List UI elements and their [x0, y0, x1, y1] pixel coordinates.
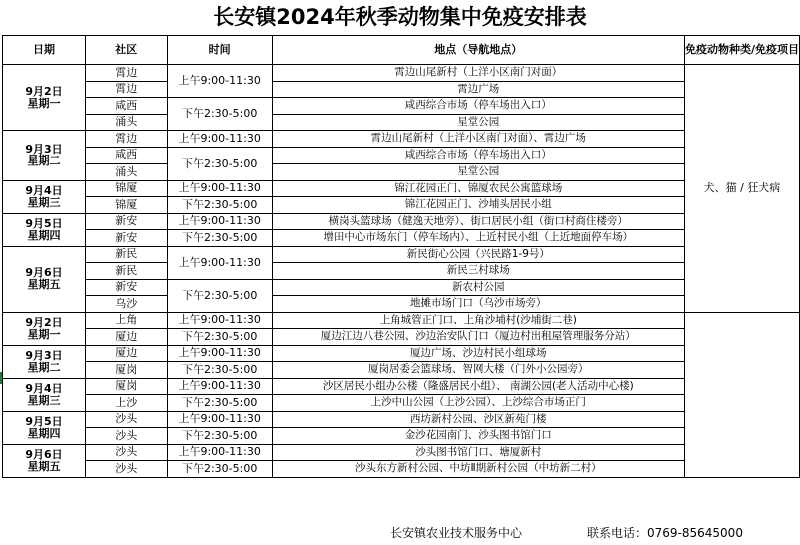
table-row — [3, 312, 800, 329]
table-row — [3, 246, 800, 263]
community-cell: 上角 — [85, 312, 167, 329]
species-cell: 犬、猫 / 狂犬病 — [684, 65, 799, 313]
header-location: 地点（导航地点） — [272, 36, 684, 65]
community-cell: 新安 — [85, 213, 167, 230]
location-cell: 锦江花园正门、锦厦农民公寓篮球场 — [272, 180, 684, 197]
time-cell: 下午2:30-5:00 — [167, 147, 272, 180]
time-cell: 上午9:00-11:30 — [167, 246, 272, 279]
community-cell: 新民 — [85, 263, 167, 280]
community-cell: 沙头 — [85, 411, 167, 428]
location-cell: 沙头东方新村公园、中坊Ⅱ期新村公园（中坊新二村） — [272, 461, 684, 478]
table-row — [3, 345, 800, 362]
table-row — [3, 164, 800, 181]
footer-org: 长安镇农业技术服务中心 — [390, 526, 523, 540]
header-community: 社区 — [85, 36, 167, 65]
row-marker — [0, 372, 2, 384]
table-row — [3, 428, 800, 445]
table-header-row — [3, 36, 800, 65]
location-cell: 咸西综合市场（停车场出入口） — [272, 98, 684, 115]
table-row — [3, 444, 800, 461]
location-cell: 厦岗居委会篮球场、智网大楼（门外小公园旁） — [272, 362, 684, 379]
location-cell: 星堂公园 — [272, 114, 684, 131]
time-cell: 下午2:30-5:00 — [167, 230, 272, 247]
community-cell: 涌头 — [85, 114, 167, 131]
location-cell: 西坊新村公园、沙区新苑门楼 — [272, 411, 684, 428]
location-cell: 霄边山尾新村（上洋小区南门对面）、霄边广场 — [272, 131, 684, 148]
community-cell: 锦厦 — [85, 180, 167, 197]
table-row — [3, 180, 800, 197]
schedule-table — [2, 35, 800, 478]
header-date: 日期 — [3, 36, 86, 65]
location-cell: 新民街心公园（兴民路1-9号） — [272, 246, 684, 263]
date-cell: 9月4日 星期三 — [3, 180, 86, 213]
date-cell: 9月5日 星期四 — [3, 411, 86, 444]
location-cell: 上角城管正门口、上角沙埔村(沙埔街二巷) — [272, 312, 684, 329]
community-cell: 锦厦 — [85, 197, 167, 214]
time-cell: 下午2:30-5:00 — [167, 395, 272, 412]
time-cell: 上午9:00-11:30 — [167, 65, 272, 98]
date-cell: 9月6日 星期五 — [3, 444, 86, 477]
date-cell: 9月6日 星期五 — [3, 246, 86, 312]
time-cell: 上午9:00-11:30 — [167, 312, 272, 329]
location-cell: 咸西综合市场（停车场出入口） — [272, 147, 684, 164]
table-row — [3, 296, 800, 313]
location-cell: 金沙花园南门、沙头图书馆门口 — [272, 428, 684, 445]
footer-phone: 联系电话：0769-85645000 — [587, 526, 743, 540]
table-row — [3, 114, 800, 131]
time-cell: 下午2:30-5:00 — [167, 461, 272, 478]
location-cell: 地摊市场门口（乌沙市场旁） — [272, 296, 684, 313]
date-cell: 9月2日 星期一 — [3, 65, 86, 131]
community-cell: 新民 — [85, 246, 167, 263]
time-cell: 下午2:30-5:00 — [167, 197, 272, 214]
community-cell: 厦边 — [85, 345, 167, 362]
table-row — [3, 461, 800, 478]
community-cell: 上沙 — [85, 395, 167, 412]
header-time: 时间 — [167, 36, 272, 65]
table-row — [3, 395, 800, 412]
table-row — [3, 131, 800, 148]
time-cell: 上午9:00-11:30 — [167, 131, 272, 148]
table-row — [3, 65, 800, 82]
community-cell: 沙头 — [85, 461, 167, 478]
location-cell: 增田中心市场东门（停车场内）、上近村民小组（上近地面停车场） — [272, 230, 684, 247]
time-cell: 上午9:00-11:30 — [167, 378, 272, 395]
location-cell: 沙区居民小组办公楼（隆盛居民小组）、 南湖公园(老人活动中心楼) — [272, 378, 684, 395]
location-cell: 新农村公园 — [272, 279, 684, 296]
header-species: 免疫动物种类/免疫项目 — [684, 36, 799, 65]
community-cell: 霄边 — [85, 65, 167, 82]
table-row — [3, 213, 800, 230]
community-cell: 厦岗 — [85, 362, 167, 379]
time-cell: 上午9:00-11:30 — [167, 345, 272, 362]
location-cell: 新民三村球场 — [272, 263, 684, 280]
location-cell: 横岗头篮球场（健逸天地旁）、街口居民小组（街口村商住楼旁） — [272, 213, 684, 230]
time-cell: 上午9:00-11:30 — [167, 444, 272, 461]
table-row — [3, 263, 800, 280]
table-row — [3, 378, 800, 395]
time-cell: 下午2:30-5:00 — [167, 279, 272, 312]
community-cell: 霄边 — [85, 81, 167, 98]
time-cell: 上午9:00-11:30 — [167, 411, 272, 428]
community-cell: 咸西 — [85, 147, 167, 164]
community-cell: 霄边 — [85, 131, 167, 148]
species-blank-cell — [684, 312, 799, 477]
table-row — [3, 362, 800, 379]
community-cell: 沙头 — [85, 444, 167, 461]
time-cell: 上午9:00-11:30 — [167, 213, 272, 230]
community-cell: 新安 — [85, 230, 167, 247]
time-cell: 下午2:30-5:00 — [167, 329, 272, 346]
table-row — [3, 147, 800, 164]
time-cell: 上午9:00-11:30 — [167, 180, 272, 197]
location-cell: 上沙中山公园（上沙公园）、上沙综合市场正门 — [272, 395, 684, 412]
community-cell: 新安 — [85, 279, 167, 296]
table-row — [3, 98, 800, 115]
location-cell: 厦边广场、沙边村民小组球场 — [272, 345, 684, 362]
time-cell: 下午2:30-5:00 — [167, 362, 272, 379]
table-row — [3, 197, 800, 214]
page-title: 长安镇2024年秋季动物集中免疫安排表 — [213, 5, 587, 29]
table-row — [3, 81, 800, 98]
community-cell: 乌沙 — [85, 296, 167, 313]
table-row — [3, 279, 800, 296]
community-cell: 涌头 — [85, 164, 167, 181]
time-cell: 下午2:30-5:00 — [167, 428, 272, 445]
date-cell: 9月4日 星期三 — [3, 378, 86, 411]
location-cell: 霄边山尾新村（上洋小区南门对面） — [272, 65, 684, 82]
community-cell: 厦边 — [85, 329, 167, 346]
community-cell: 厦岗 — [85, 378, 167, 395]
table-row — [3, 411, 800, 428]
location-cell: 锦江花园正门、沙埔头居民小组 — [272, 197, 684, 214]
community-cell: 沙头 — [85, 428, 167, 445]
location-cell: 沙头图书馆门口、塘厦新村 — [272, 444, 684, 461]
footer — [2, 522, 796, 542]
date-cell: 9月3日 星期二 — [3, 131, 86, 181]
location-cell: 星堂公园 — [272, 164, 684, 181]
table-row — [3, 329, 800, 346]
location-cell: 厦边江边八巷公园、沙边治安队门口（厦边村出租屋管理服务分站） — [272, 329, 684, 346]
time-cell: 下午2:30-5:00 — [167, 98, 272, 131]
table-row — [3, 230, 800, 247]
community-cell: 咸西 — [85, 98, 167, 115]
location-cell: 霄边广场 — [272, 81, 684, 98]
date-cell: 9月3日 星期二 — [3, 345, 86, 378]
date-cell: 9月5日 星期四 — [3, 213, 86, 246]
date-cell: 9月2日 星期一 — [3, 312, 86, 345]
